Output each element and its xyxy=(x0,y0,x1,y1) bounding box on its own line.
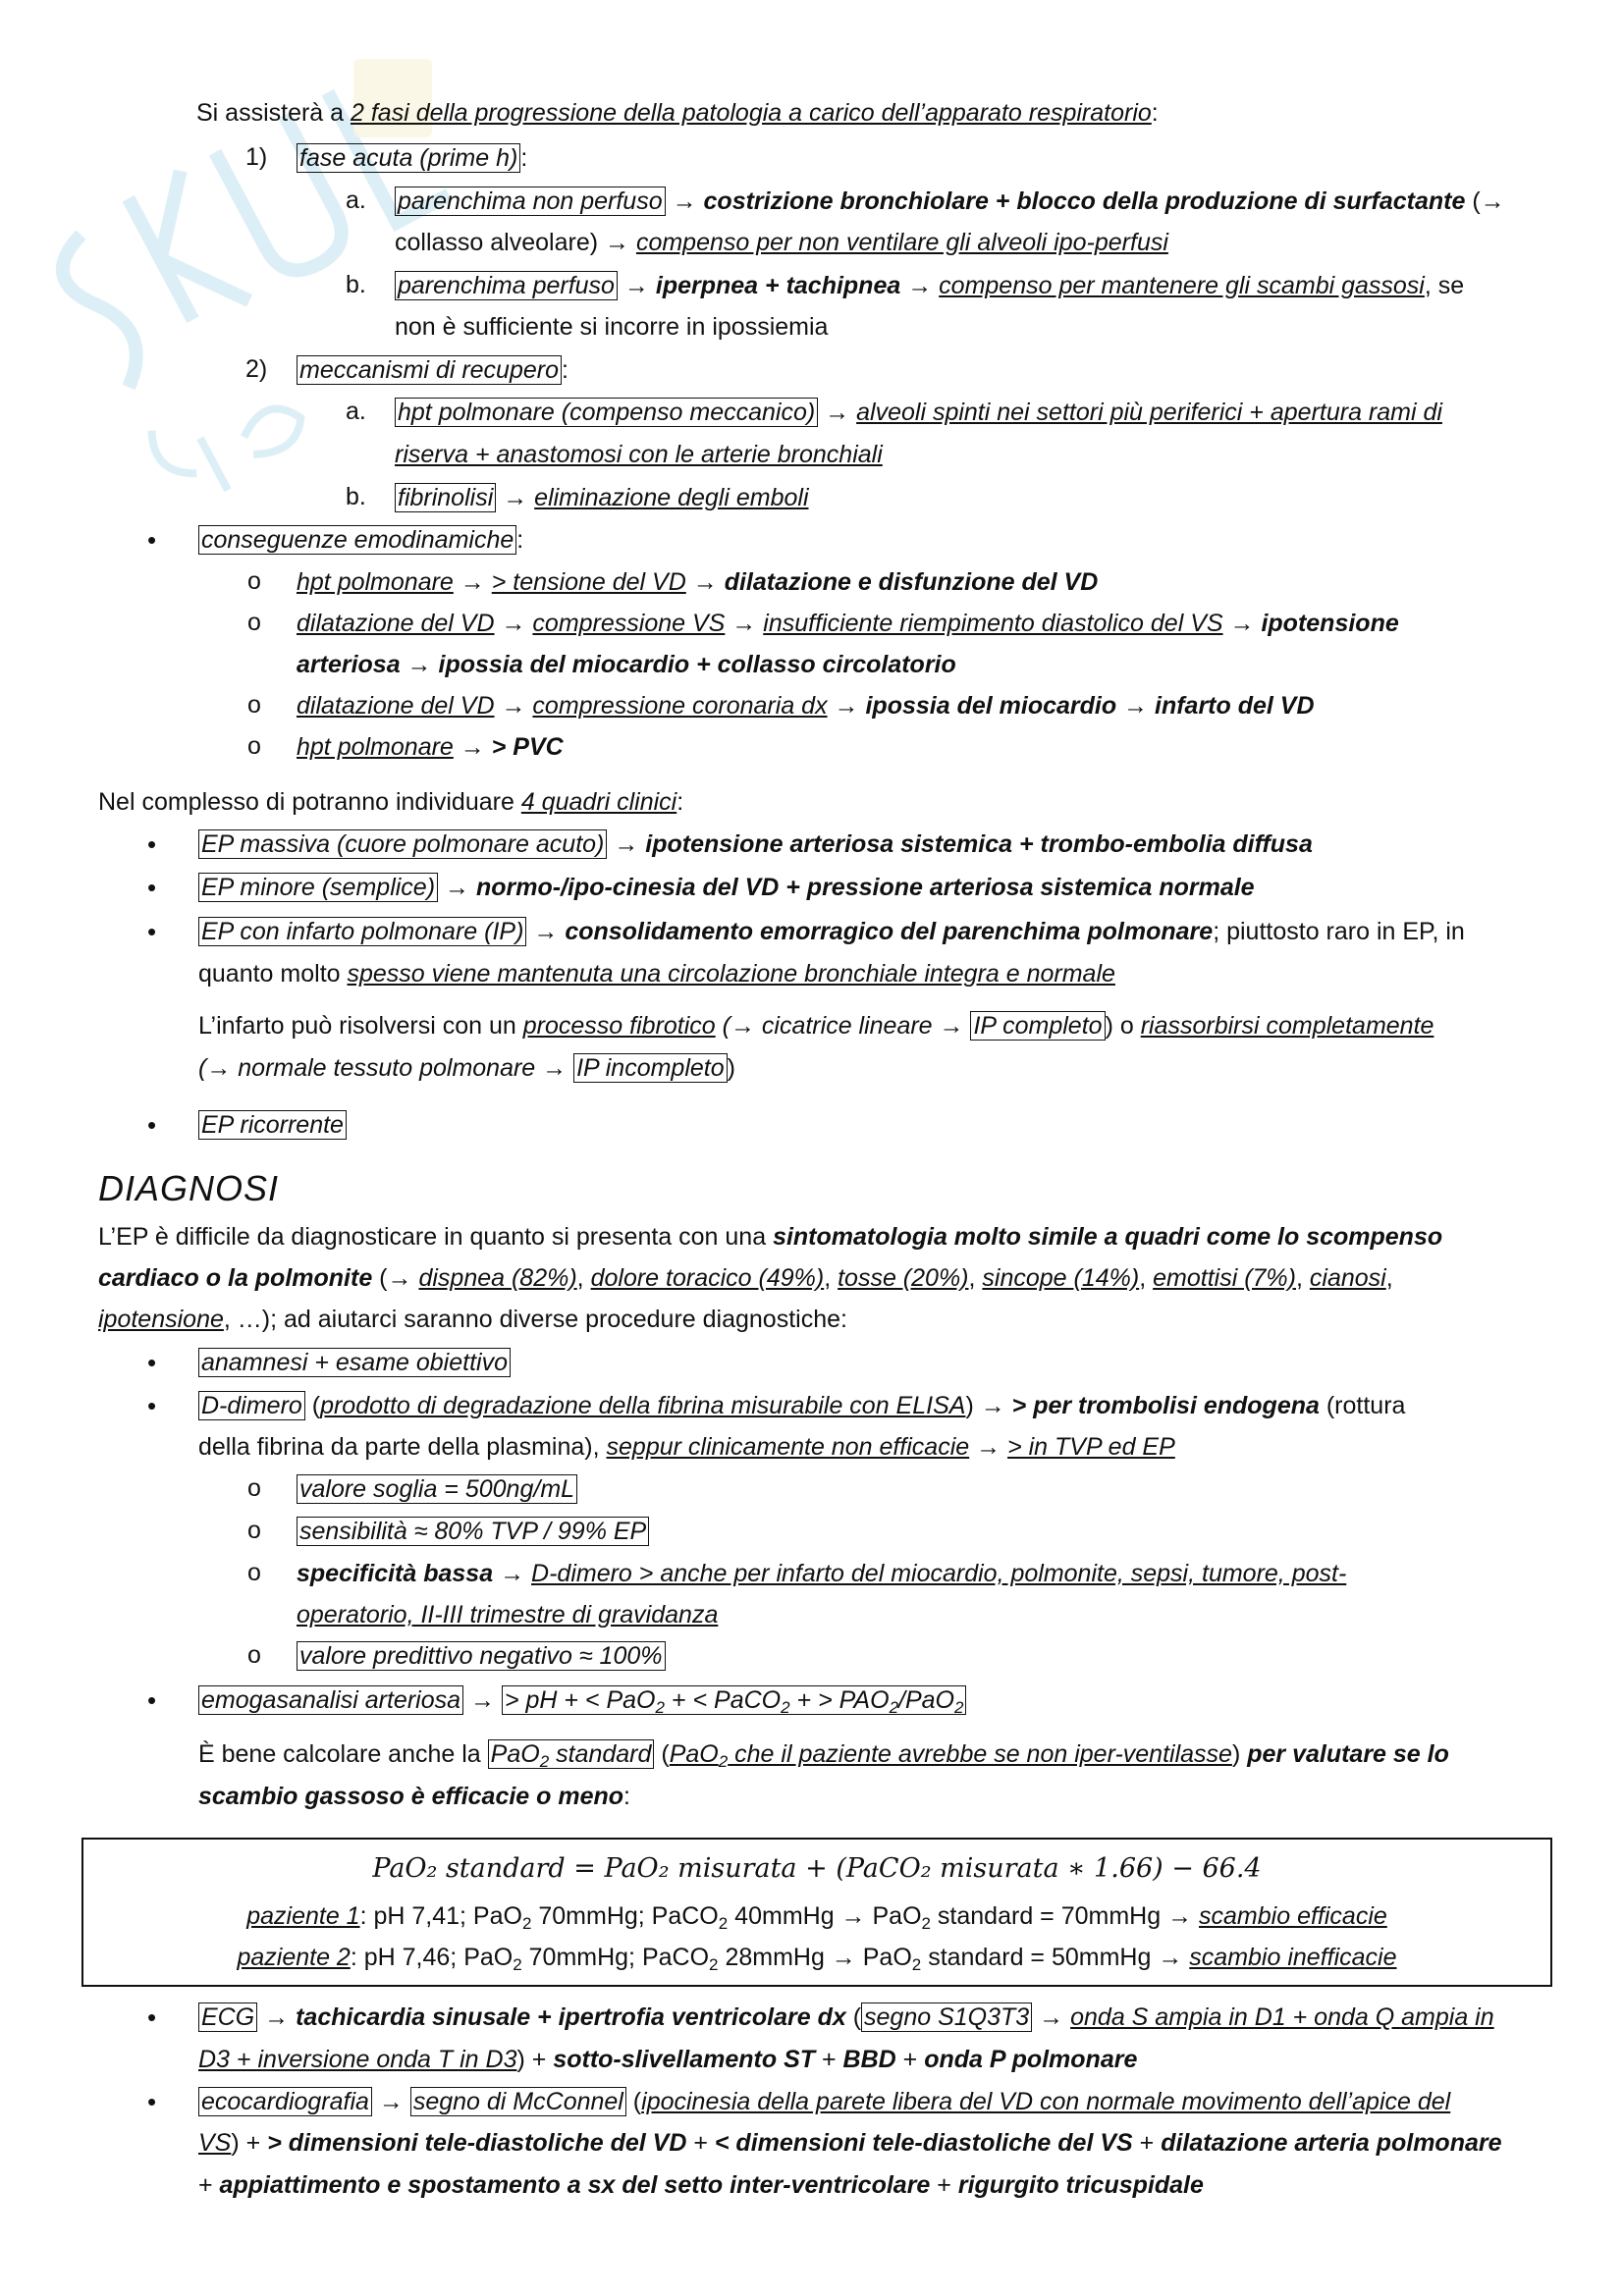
list-item: D-dimero (prodotto di degradazione della fibrina misurabile con ELISA) → > per trombolisi endogena (rottura xyxy=(198,1391,1405,1420)
list-number: 2) xyxy=(245,355,268,383)
list-item-continuation: non è sufficiente si incorre in ipossiemia xyxy=(395,313,829,341)
list-item: hpt polmonare (compenso meccanico) → alveoli spinti nei settori più periferici + apertura rami di xyxy=(395,398,1442,427)
formula-example-1: paziente 1: pH 7,41; PaO$_2$ 70mmHg; PaCO$_2$ 40mmHg → PaO$_2$ standard = 70mmHg → scambio efficacie xyxy=(246,1902,1387,1933)
list-item: anamnesi + esame obiettivo xyxy=(198,1348,511,1377)
sub-item: hpt polmonare → > PVC xyxy=(297,733,564,761)
list-item-continuation: + appiattimento e spostamento a sx del setto inter-ventricolare + rigurgito tricuspidale xyxy=(198,2171,1204,2199)
sub-item: valore soglia = 500ng/mL xyxy=(297,1474,577,1504)
paragraph: Nel complesso di potranno individuare 4 quadri clinici: xyxy=(98,788,684,816)
bullet: • xyxy=(147,2087,157,2116)
list-item-continuation: D3 + inversione onda T in D3) + sotto-slivellamento ST + BBD + onda P polmonare xyxy=(198,2046,1138,2073)
bullet: • xyxy=(147,1391,157,1420)
sub-item: specificità bassa → D-dimero > anche per infarto del miocardio, polmonite, sepsi, tumore, post- xyxy=(297,1560,1347,1587)
sub-item-continuation: arteriosa → ipossia del miocardio + collasso circolatorio xyxy=(297,651,956,678)
paragraph: È bene calcolare anche la PaO$_2$ standard (PaO$_2$ che il paziente avrebbe se non iper-ventilasse) per valutare se lo xyxy=(198,1740,1449,1771)
section-item: conseguenze emodinamiche : xyxy=(198,525,523,555)
sub-item-continuation: operatorio, II-III trimestre di gravidanza xyxy=(297,1601,719,1629)
paragraph-continuation: (→ normale tessuto polmonare → IP incompleto ) xyxy=(198,1054,735,1082)
sub-bullet: o xyxy=(247,732,261,760)
sub-bullet: o xyxy=(247,567,261,595)
formula-box xyxy=(81,1838,1552,1987)
list-letter: b. xyxy=(346,483,366,510)
list-item-continuation: quanto molto spesso viene mantenuta una circolazione bronchiale integra e normale xyxy=(198,960,1115,988)
paragraph-continuation: cardiaco o la polmonite (→ dispnea (82%), dolore toracico (49%), tosse (20%), sincope (14%), emottisi (7%), cianosi, xyxy=(98,1264,1393,1292)
sub-bullet: o xyxy=(247,691,261,719)
bullet: • xyxy=(147,1110,157,1140)
phase-title: meccanismi di recupero : xyxy=(297,355,568,385)
list-item: fibrinolisi → eliminazione degli emboli xyxy=(395,483,809,512)
sub-item: sensibilità ≈ 80% TVP / 99% EP xyxy=(297,1517,649,1546)
sub-item: dilatazione del VD → compressione coronaria dx → ipossia del miocardio → infarto del VD xyxy=(297,692,1315,720)
sub-item: hpt polmonare → > tensione del VD → dilatazione e disfunzione del VD xyxy=(297,568,1099,596)
list-letter: a. xyxy=(346,398,366,425)
list-item: EP con infarto polmonare (IP) → consolidamento emorragico del parenchima polmonare; piuttosto raro in EP, in xyxy=(198,917,1465,946)
list-item-continuation: collasso alveolare) → compenso per non ventilare gli alveoli ipo-perfusi xyxy=(395,229,1168,256)
sub-bullet: o xyxy=(247,609,261,636)
intro-line: Si assisterà a 2 fasi della progressione della patologia a carico dell’apparato respiratorio: xyxy=(196,99,1159,127)
paragraph-continuation: ipotensione, …); ad aiutarci saranno diverse procedure diagnostiche: xyxy=(98,1306,847,1333)
bullet: • xyxy=(147,525,157,555)
section-heading: DIAGNOSI xyxy=(98,1168,280,1208)
list-item: EP minore (semplice) → normo-/ipo-cinesia del VD + pressione arteriosa sistemica normale xyxy=(198,873,1255,902)
list-item: EP massiva (cuore polmonare acuto) → ipotensione arteriosa sistemica + trombo-embolia diffusa xyxy=(198,829,1313,859)
bullet: • xyxy=(147,1348,157,1377)
paragraph: L’EP è difficile da diagnosticare in quanto si presenta con una sintomatologia molto simile a quadri come lo scompenso xyxy=(98,1223,1443,1251)
sub-bullet: o xyxy=(247,1517,261,1544)
list-item-continuation: della fibrina da parte della plasmina), seppur clinicamente non efficacie → > in TVP ed EP xyxy=(198,1433,1175,1461)
list-item: parenchima perfuso → iperpnea + tachipnea → compenso per mantenere gli scambi gassosi, se xyxy=(395,271,1464,300)
list-item: EP ricorrente xyxy=(198,1110,347,1140)
bullet: • xyxy=(147,829,157,859)
sub-item: valore predittivo negativo ≈ 100% xyxy=(297,1641,666,1671)
phase-title: fase acuta (prime h) : xyxy=(297,143,527,173)
list-item-continuation: VS) + > dimensioni tele-diastoliche del VD + < dimensioni tele-diastoliche del VS + dilatazione arteria polmonare xyxy=(198,2129,1502,2157)
list-item: emogasanalisi arteriosa → > pH + < PaO$_2$ + < PaCO$_2$ + > $PAO_2/PaO_2$ xyxy=(198,1685,966,1715)
sub-item: dilatazione del VD → compressione VS → insufficiente riempimento diastolico del VS → ipotensione xyxy=(297,610,1399,637)
bullet: • xyxy=(147,873,157,902)
list-letter: b. xyxy=(346,271,366,298)
list-item: parenchima non perfuso → costrizione bronchiolare + blocco della produzione di surfactante (→ xyxy=(395,187,1505,216)
formula-equation: PaO₂ standard = PaO₂ misurata + (PaCO₂ misurata ∗ 1.66) − 66.4 xyxy=(372,1853,1262,1884)
bullet: • xyxy=(147,2002,157,2032)
list-letter: a. xyxy=(346,187,366,214)
paragraph: L’infarto può risolversi con un processo fibrotico (→ cicatrice lineare → IP completo ) o riassorbirsi completamente xyxy=(198,1012,1434,1040)
bullet: • xyxy=(147,917,157,946)
list-number: 1) xyxy=(245,143,268,171)
formula-example-2: paziente 2: pH 7,46; PaO$_2$ 70mmHg; PaCO$_2$ 28mmHg → PaO$_2$ standard = 50mmHg → scambio inefficacie xyxy=(237,1944,1397,1974)
list-item: ecocardiografia → segno di McConnel (ipocinesia della parete libera del VD con normale movimento dell’apice del xyxy=(198,2087,1450,2116)
paragraph-continuation: scambio gassoso è efficacie o meno: xyxy=(198,1783,630,1810)
bullet: • xyxy=(147,1685,157,1715)
sub-bullet: o xyxy=(247,1474,261,1502)
list-item-continuation: riserva + anastomosi con le arterie bronchiali xyxy=(395,441,883,468)
sub-bullet: o xyxy=(247,1559,261,1586)
sub-bullet: o xyxy=(247,1641,261,1669)
list-item: ECG → tachicardia sinusale + ipertrofia ventricolare dx ( segno S1Q3T3 → onda S ampia in D1 + onda Q ampia in xyxy=(198,2002,1494,2032)
